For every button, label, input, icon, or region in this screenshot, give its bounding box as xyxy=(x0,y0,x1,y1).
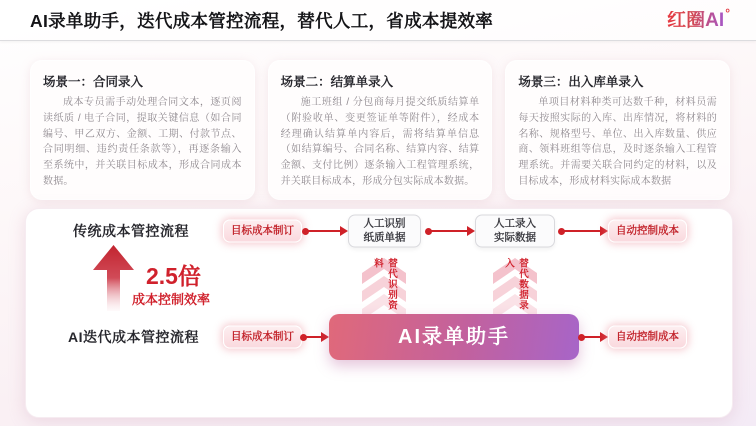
box-line: 纸质单据 xyxy=(363,231,406,243)
traditional-row-label: 传统成本管控流程 xyxy=(73,223,189,239)
page-title: AI录单助手，迭代成本管控流程，替代人工，省成本提效率 xyxy=(30,10,494,31)
card-body: 施工班组 / 分包商每月提交纸质结算单（附验收单、变更签证单等附件），经成本经理确认结算单内容后，需将结算单信息（如结算编号、合同名称、结算内容、结算金额、支付比例）逐条输入工程管理系统，并关联目标成本，形成分包实际成本数据。 xyxy=(280,97,480,187)
process-panel xyxy=(25,208,733,418)
card-title: 场景一：合同录入 xyxy=(43,75,144,89)
auto-control-pill: 自动控制成本 xyxy=(608,220,687,243)
target-cost-pill: 目标成本制订 xyxy=(223,220,302,243)
ai-assistant-box: AI录单助手 xyxy=(329,314,579,360)
flow-arrow-icon xyxy=(428,230,468,232)
flow-arrow-icon xyxy=(305,230,341,232)
auto-control-pill: 自动控制成本 xyxy=(608,326,687,349)
flow-arrow-icon xyxy=(581,336,601,338)
box-line: 实际数据 xyxy=(494,231,536,243)
card-body: 成本专员需手动处理合同文本，逐页阅读纸质 / 电子合同，提取关键信息（如合同编号、甲乙双方、金额、工期、付款节点、合同明细、违约责任条款等），再逐条输入至系统中，并关联目标成本，形成合同成本数据。 xyxy=(43,97,242,187)
growth-up-arrow-icon xyxy=(93,245,134,311)
flow-arrow-icon xyxy=(561,230,601,232)
scenario-cards xyxy=(30,60,730,200)
card-title: 场景三：出入库单录入 xyxy=(518,75,644,89)
replace-recognition-chevron xyxy=(362,258,406,320)
manual-recognition-box xyxy=(348,215,421,248)
header xyxy=(0,0,756,41)
scenario-card-warehouse xyxy=(505,60,730,200)
scenario-card-contract xyxy=(30,60,255,200)
replace-label-recognition: 替代识别资料 xyxy=(372,258,397,311)
logo-degree-mark: ° xyxy=(725,5,730,20)
box-line: 人工录入 xyxy=(494,217,536,230)
manual-entry-box xyxy=(475,215,555,248)
stat-label: 成本控制效率 xyxy=(132,292,211,307)
brand-logo-text: 红圈AI xyxy=(667,9,725,31)
traditional-process-row xyxy=(26,213,732,249)
replace-entry-chevron xyxy=(493,258,537,320)
flow-arrow-icon xyxy=(303,336,322,338)
stat-multiplier: 2.5倍 xyxy=(146,263,201,289)
ai-row-label: AI迭代成本管控流程 xyxy=(68,329,199,345)
ai-process-row xyxy=(26,312,732,362)
target-cost-pill: 目标成本制订 xyxy=(223,326,302,349)
box-line: 人工识别 xyxy=(363,217,406,230)
brand-logo xyxy=(667,5,730,31)
replace-label-entry: 替代数据录入 xyxy=(503,258,528,311)
card-title: 场景二：结算单录入 xyxy=(280,75,394,89)
card-body: 单项目材料种类可达数千种，材料员需每天按照实际的入库、出库情况，将材料的名称、规格型号、单位、出入库数量、供应商、领料班组等信息，及时逐条输入工程管理系统。并需要关联合同约定的材料，以及目标成本，形成材料实际成本数据 xyxy=(518,97,718,187)
scenario-card-settlement xyxy=(268,60,493,200)
